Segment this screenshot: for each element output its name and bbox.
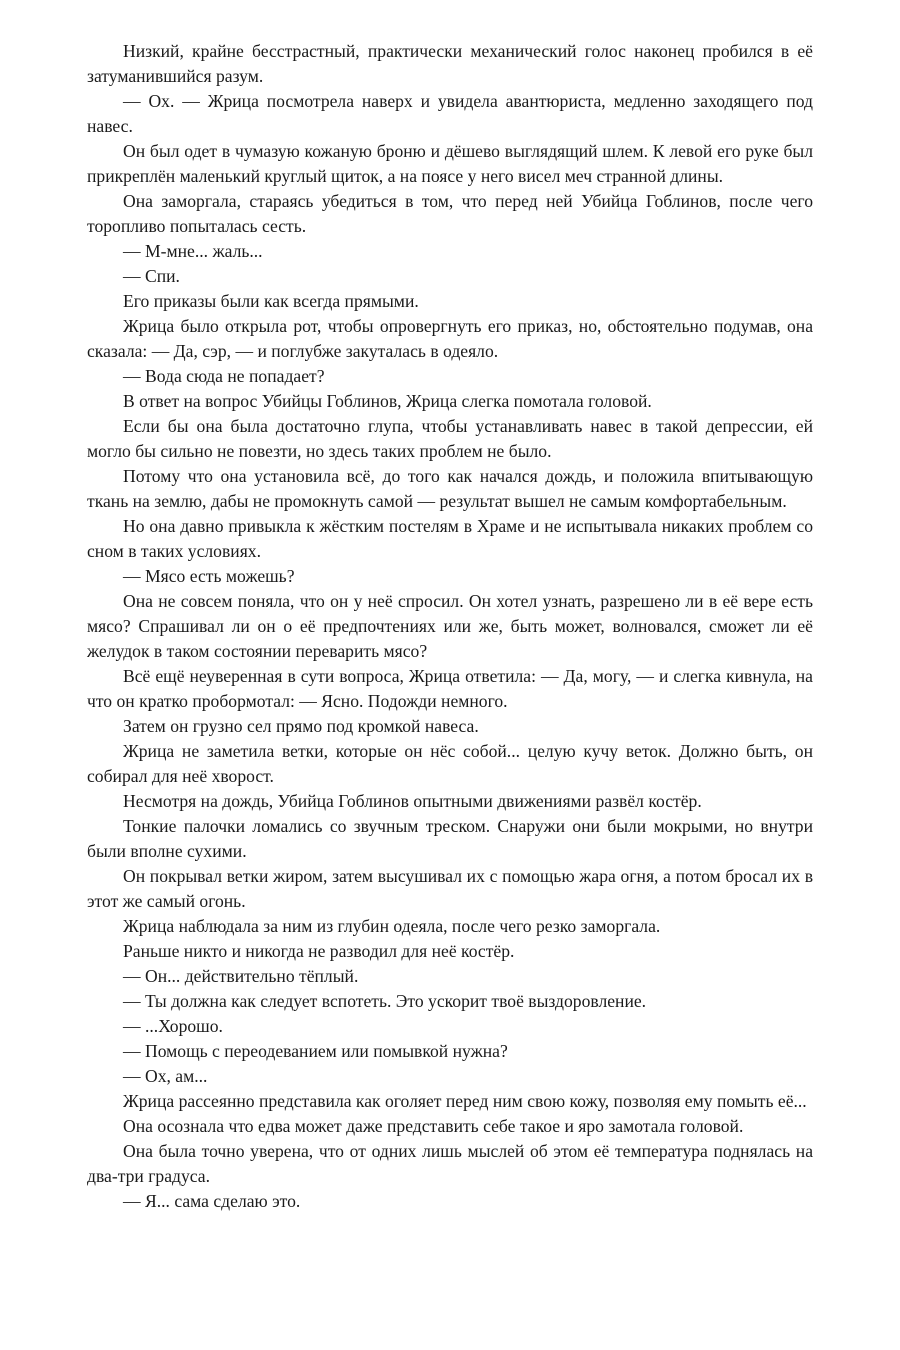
paragraph-4: Она заморгала, стараясь убедиться в том, что перед ней Убийца Гоблинов, после чего торопливо попыталась сесть.: [87, 191, 813, 236]
paragraph-12: Потому что она установила всё, до того как начался дождь, и положила впитывающую ткань на землю, дабы не промокнуть самой — результат вышел не самым комфортабельным.: [87, 466, 813, 511]
paragraph-31: Она была точно уверена, что от одних лишь мыслей об этом её температура поднялась на два-три градуса.: [87, 1141, 813, 1186]
paragraph-5: — М-мне... жаль...: [123, 241, 263, 261]
paragraph-8: Жрица было открыла рот, чтобы опровергнуть его приказ, но, обстоятельно подумав, она сказала: — Да, сэр, — и поглубже закуталась в одеяло.: [87, 316, 813, 361]
paragraph-13: Но она давно привыкла к жёстким постелям в Храме и не испытывала никаких проблем со сном в таких условиях.: [87, 516, 813, 561]
paragraph-27: — Помощь с переодеванием или помывкой нужна?: [123, 1041, 508, 1061]
paragraph-29: Жрица рассеянно представила как оголяет перед ним свою кожу, позволяя ему помыть её...: [123, 1091, 807, 1111]
paragraph-26: — ...Хорошо.: [123, 1016, 223, 1036]
paragraph-23: Раньше никто и никогда не разводил для неё костёр.: [123, 941, 515, 961]
paragraph-3: Он был одет в чумазую кожаную броню и дёшево выглядящий шлем. К левой его руке был прикреплён маленький круглый щиток, а на поясе у него висел меч странной длины.: [87, 141, 813, 186]
paragraph-18: Жрица не заметила ветки, которые он нёс собой... целую кучу веток. Должно быть, он собирал для неё хворост.: [87, 741, 813, 786]
paragraph-24: — Он... действительно тёплый.: [123, 966, 359, 986]
paragraph-32: — Я... сама сделаю это.: [123, 1191, 301, 1211]
paragraph-9: — Вода сюда не попадает?: [123, 366, 325, 386]
paragraph-17: Затем он грузно сел прямо под кромкой навеса.: [123, 716, 479, 736]
paragraph-6: — Спи.: [123, 266, 180, 286]
paragraph-25: — Ты должна как следует вспотеть. Это ускорит твоё выздоровление.: [123, 991, 647, 1011]
paragraph-2: — Ох. — Жрица посмотрела наверх и увидела авантюриста, медленно заходящего под навес.: [87, 91, 813, 136]
paragraph-28: — Ох, ам...: [123, 1066, 208, 1086]
paragraph-7: Его приказы были как всегда прямыми.: [123, 291, 419, 311]
page-text: [87, 39, 813, 1214]
paragraph-11: Если бы она была достаточно глупа, чтобы устанавливать навес в такой депрессии, ей могло бы сильно не повезти, но здесь таких проблем не было.: [87, 416, 813, 461]
paragraph-30: Она осознала что едва может даже представить себе такое и яро замотала головой.: [123, 1116, 744, 1136]
paragraph-16: Всё ещё неуверенная в сути вопроса, Жрица ответила: — Да, могу, — и слегка кивнула, на что он кратко пробормотал: — Ясно. Подожди немного.: [87, 666, 813, 711]
paragraph-10: В ответ на вопрос Убийцы Гоблинов, Жрица слегка помотала головой.: [123, 391, 652, 411]
paragraph-14: — Мясо есть можешь?: [123, 566, 295, 586]
paragraph-20: Тонкие палочки ломались со звучным треском. Снаружи они были мокрыми, но внутри были вполне сухими.: [87, 816, 813, 861]
paragraph-15: Она не совсем поняла, что он у неё спросил. Он хотел узнать, разрешено ли в её вере есть мясо? Спрашивал ли он о её предпочтениях или же, быть может, волновался, сможет ли её желудок в таком состоянии переварить мясо?: [87, 591, 813, 661]
paragraph-22: Жрица наблюдала за ним из глубин одеяла, после чего резко заморгала.: [123, 916, 661, 936]
paragraph-21: Он покрывал ветки жиром, затем высушивал их с помощью жара огня, а потом бросал их в этот же самый огонь.: [87, 866, 813, 911]
paragraph-19: Несмотря на дождь, Убийца Гоблинов опытными движениями развёл костёр.: [123, 791, 702, 811]
paragraph-1: Низкий, крайне бесстрастный, практически механический голос наконец пробился в её затуманившийся разум.: [87, 41, 813, 86]
